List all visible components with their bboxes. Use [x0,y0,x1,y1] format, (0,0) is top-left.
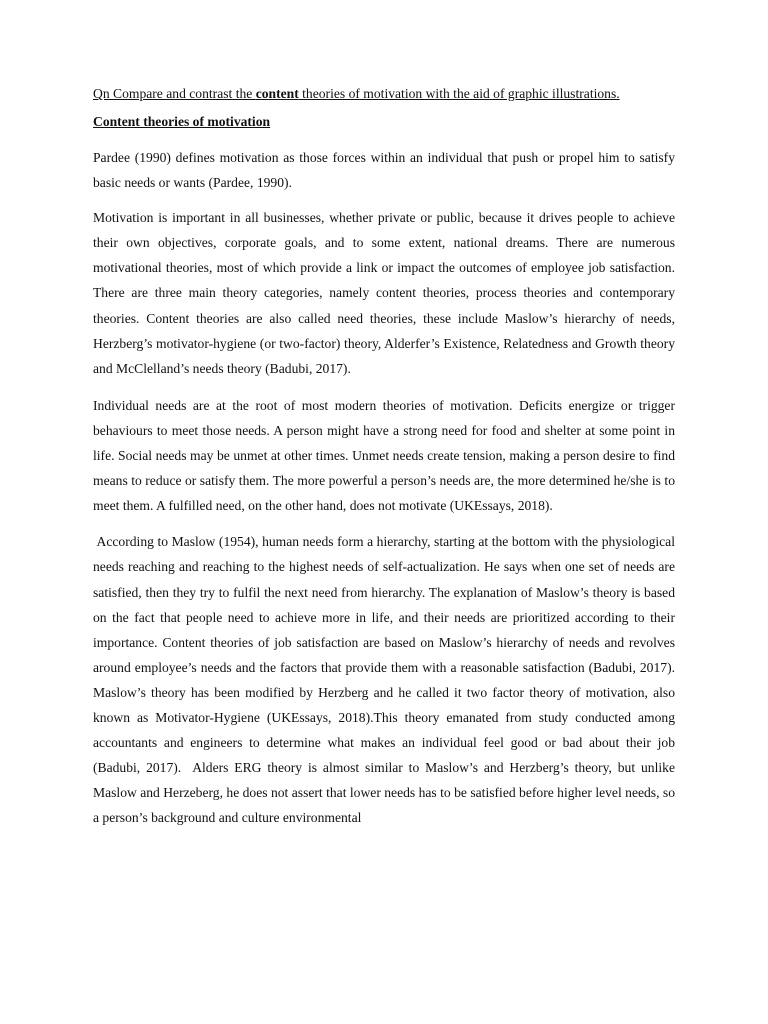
document-page [93,86,679,842]
question-emphasis: content [255,86,299,101]
paragraph-motivation-importance: Motivation is important in all businesses, whether private or public, because it drives people to achieve their own objectives, corporate goals, and to some extent, national dreams. There are numerous motivational theories, most of which provide a link or impact the outcomes of employee job satisfaction. There are three main theory categories, namely content theories, process theories and contemporary theories. Content theories are also called need theories, these include Maslow’s hierarchy of needs, Herzberg’s motivator-hygiene (or two-factor) theory, Alderfer’s Existence, Relatedness and Growth theory and McClelland’s needs theory (Badubi, 2017). [93,210,675,376]
question-suffix: theories of motivation with the aid of graphic illustrations. [298,86,620,101]
paragraph-pardee: Pardee (1990) defines motivation as those forces within an individual that push or propel him to satisfy basic needs or wants (Pardee, 1990). [93,150,675,191]
question-prefix: Qn Compare and contrast the [93,86,256,101]
question-line [93,86,675,102]
paragraph-maslow: According to Maslow (1954), human needs form a hierarchy, starting at the bottom with the physiological needs reaching and reaching to the highest needs of self-actualization. He says when one set of needs are satisfied, then they try to fulfil the next need from hierarchy. The explanation of Maslow’s theory is based on the fact that people need to achieve more in life, and their needs are prioritized according to their importance. Content theories of job satisfaction are based on Maslow’s hierarchy of needs and revolves around employee’s needs and the factors that provide them with a reasonable satisfaction (Badubi, 2017). Maslow’s theory has been modified by Herzberg and he called it two factor theory of motivation, also known as Motivator-Hygiene (UKEssays, 2018).This theory emanated from study conducted among accountants and engineers to determine what makes an individual feel good or bad about their job (Badubi, 2017). Alders ERG theory is almost similar to Maslow’s and Herzberg’s theory, but unlike Maslow and Herzeberg, he does not assert that lower needs has to be satisfied before higher level needs, so a person’s background and culture environmental [93,534,679,826]
paragraph-individual-needs: Individual needs are at the root of most modern theories of motivation. Deficits energize or trigger behaviours to meet those needs. A person might have a strong need for food and shelter at some point in life. Social needs may be unmet at other times. Unmet needs create tension, making a person desire to find means to reduce or satisfy them. The more powerful a person’s needs are, the more determined he/she is to meet them. A fulfilled need, on the other hand, does not motivate (UKEssays, 2018). [93,397,675,514]
section-heading: Content theories of motivation [93,114,271,129]
